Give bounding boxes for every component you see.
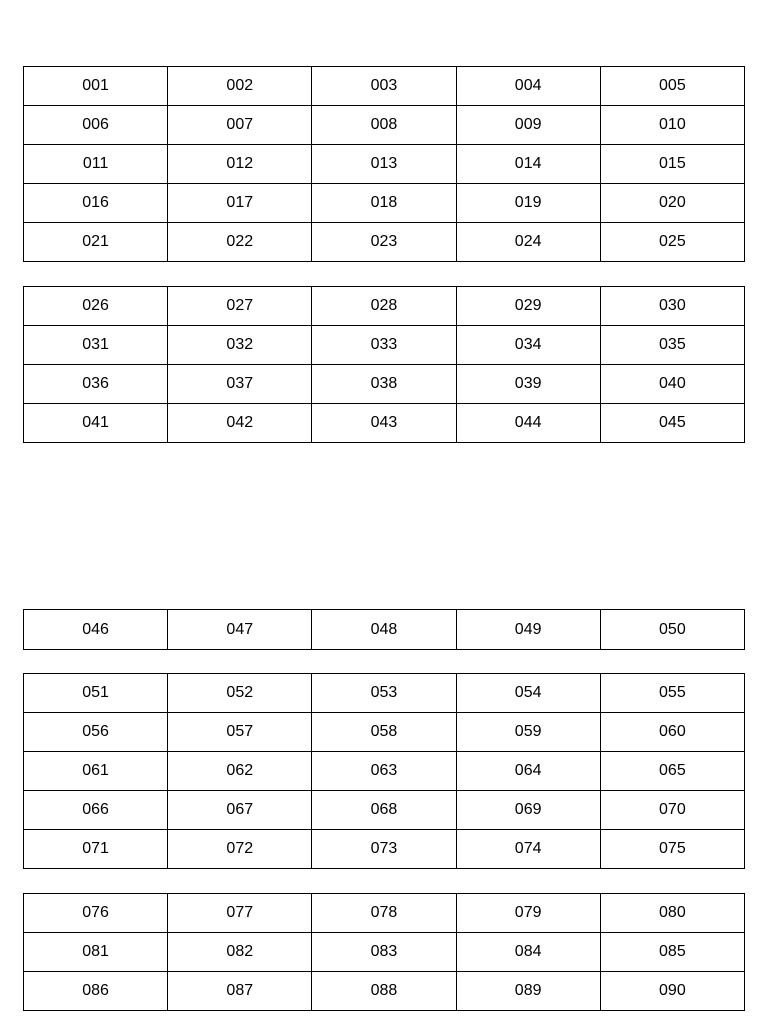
table-row — [24, 933, 745, 972]
table-cell: 056 — [24, 713, 168, 752]
table-row — [24, 365, 745, 404]
table-cell: 035 — [600, 326, 744, 365]
table-cell: 088 — [312, 972, 456, 1011]
table-cell: 022 — [168, 223, 312, 262]
table-row — [24, 223, 745, 262]
table-row — [24, 791, 745, 830]
table-cell: 007 — [168, 106, 312, 145]
table-cell: 055 — [600, 674, 744, 713]
table-cell: 059 — [456, 713, 600, 752]
table-cell: 034 — [456, 326, 600, 365]
number-table-1 — [23, 66, 745, 262]
table-cell: 071 — [24, 830, 168, 869]
table-cell: 043 — [312, 404, 456, 443]
table-cell: 077 — [168, 894, 312, 933]
table-cell: 048 — [312, 610, 456, 650]
table-cell: 001 — [24, 67, 168, 106]
table-cell: 090 — [600, 972, 744, 1011]
table-cell: 075 — [600, 830, 744, 869]
table-cell: 015 — [600, 145, 744, 184]
table-cell: 013 — [312, 145, 456, 184]
table-cell: 057 — [168, 713, 312, 752]
table-cell: 036 — [24, 365, 168, 404]
table-cell: 039 — [456, 365, 600, 404]
table-cell: 040 — [600, 365, 744, 404]
table-cell: 027 — [168, 287, 312, 326]
table-cell: 014 — [456, 145, 600, 184]
table-cell: 065 — [600, 752, 744, 791]
table-row — [24, 752, 745, 791]
table-row — [24, 184, 745, 223]
table-row — [24, 106, 745, 145]
table-cell: 044 — [456, 404, 600, 443]
table-cell: 052 — [168, 674, 312, 713]
table-cell: 004 — [456, 67, 600, 106]
table-cell: 086 — [24, 972, 168, 1011]
table-cell: 079 — [456, 894, 600, 933]
table-cell: 067 — [168, 791, 312, 830]
table-cell: 023 — [312, 223, 456, 262]
table-cell: 030 — [600, 287, 744, 326]
table-cell: 053 — [312, 674, 456, 713]
table-row — [24, 713, 745, 752]
number-table-3 — [23, 609, 745, 650]
table-cell: 070 — [600, 791, 744, 830]
table-row — [24, 67, 745, 106]
table-cell: 060 — [600, 713, 744, 752]
table-cell: 047 — [168, 610, 312, 650]
table-cell: 005 — [600, 67, 744, 106]
table-cell: 082 — [168, 933, 312, 972]
table-cell: 084 — [456, 933, 600, 972]
number-table-5 — [23, 893, 745, 1011]
table-cell: 025 — [600, 223, 744, 262]
table-cell: 010 — [600, 106, 744, 145]
table-row — [24, 972, 745, 1011]
table-row — [24, 287, 745, 326]
table-cell: 058 — [312, 713, 456, 752]
table-cell: 026 — [24, 287, 168, 326]
table-cell: 083 — [312, 933, 456, 972]
table-cell: 074 — [456, 830, 600, 869]
table-cell: 073 — [312, 830, 456, 869]
table-cell: 061 — [24, 752, 168, 791]
table-row — [24, 610, 745, 650]
table-cell: 011 — [24, 145, 168, 184]
number-table-4 — [23, 673, 745, 869]
table-cell: 081 — [24, 933, 168, 972]
table-cell: 046 — [24, 610, 168, 650]
table-cell: 028 — [312, 287, 456, 326]
table-cell: 017 — [168, 184, 312, 223]
table-cell: 050 — [600, 610, 744, 650]
table-cell: 049 — [456, 610, 600, 650]
table-cell: 051 — [24, 674, 168, 713]
table-cell: 003 — [312, 67, 456, 106]
table-cell: 016 — [24, 184, 168, 223]
table-cell: 042 — [168, 404, 312, 443]
table-row — [24, 674, 745, 713]
table-cell: 019 — [456, 184, 600, 223]
table-cell: 021 — [24, 223, 168, 262]
table-cell: 038 — [312, 365, 456, 404]
table-row — [24, 145, 745, 184]
number-table-2 — [23, 286, 745, 443]
table-cell: 069 — [456, 791, 600, 830]
table-cell: 054 — [456, 674, 600, 713]
table-cell: 002 — [168, 67, 312, 106]
table-cell: 078 — [312, 894, 456, 933]
table-cell: 066 — [24, 791, 168, 830]
table-cell: 029 — [456, 287, 600, 326]
table-cell: 031 — [24, 326, 168, 365]
table-cell: 062 — [168, 752, 312, 791]
table-row — [24, 326, 745, 365]
table-cell: 033 — [312, 326, 456, 365]
table-cell: 041 — [24, 404, 168, 443]
table-cell: 085 — [600, 933, 744, 972]
table-cell: 064 — [456, 752, 600, 791]
table-cell: 006 — [24, 106, 168, 145]
table-cell: 068 — [312, 791, 456, 830]
table-row — [24, 404, 745, 443]
table-cell: 072 — [168, 830, 312, 869]
table-cell: 032 — [168, 326, 312, 365]
table-cell: 009 — [456, 106, 600, 145]
table-cell: 020 — [600, 184, 744, 223]
table-cell: 008 — [312, 106, 456, 145]
table-cell: 024 — [456, 223, 600, 262]
table-cell: 080 — [600, 894, 744, 933]
table-cell: 037 — [168, 365, 312, 404]
table-cell: 076 — [24, 894, 168, 933]
table-row — [24, 894, 745, 933]
table-cell: 087 — [168, 972, 312, 1011]
table-cell: 089 — [456, 972, 600, 1011]
table-cell: 045 — [600, 404, 744, 443]
table-cell: 018 — [312, 184, 456, 223]
table-cell: 012 — [168, 145, 312, 184]
table-cell: 063 — [312, 752, 456, 791]
table-row — [24, 830, 745, 869]
